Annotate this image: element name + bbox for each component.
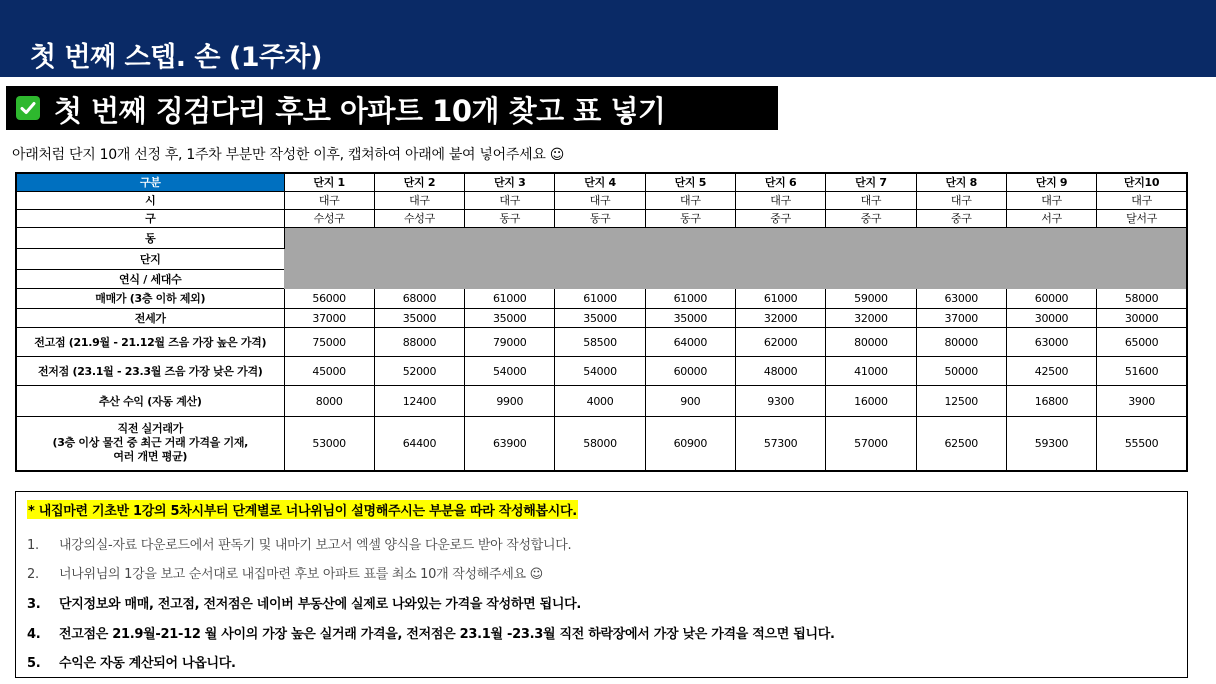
list-number: 5. <box>27 656 41 671</box>
table-cell: 대구 <box>1097 191 1187 209</box>
row-label: 전세가 <box>16 308 284 328</box>
table-cell: 88000 <box>374 328 464 356</box>
table-cell: 42500 <box>1006 356 1096 385</box>
table-cell: 64400 <box>374 416 464 471</box>
row-label-line: (3층 이상 물건 중 최근 거래 가격을 기재, <box>52 436 249 450</box>
table-cell: 달서구 <box>1097 209 1187 227</box>
table-cell: 61000 <box>555 288 645 308</box>
intro-text: 아래처럼 단지 10개 선정 후, 1주차 부분만 작성한 이후, 캡쳐하여 아래에 붙여 넣어주세요 ☺ <box>12 147 564 163</box>
row-label-line: 직전 실거래가 <box>117 422 183 436</box>
column-header: 단지 8 <box>916 173 1006 191</box>
table-cell: 61000 <box>645 288 735 308</box>
table-cell: 63000 <box>1006 328 1096 356</box>
table-row <box>16 308 1187 328</box>
table-cell: 수성구 <box>374 209 464 227</box>
table-cell: 48000 <box>735 356 825 385</box>
table-row <box>16 416 1187 471</box>
table-header-row <box>16 173 1187 191</box>
table-cell: 58000 <box>555 416 645 471</box>
table-cell: 중구 <box>916 209 1006 227</box>
table-cell: 55500 <box>1097 416 1187 471</box>
list-number: 2. <box>27 567 39 582</box>
row-label: 구 <box>16 209 284 227</box>
table-cell: 58500 <box>555 328 645 356</box>
table-cell: 75000 <box>284 328 374 356</box>
list-number: 4. <box>27 627 41 642</box>
table-cell: 16800 <box>1006 386 1096 416</box>
table-cell: 대구 <box>735 191 825 209</box>
table-cell: 57000 <box>826 416 916 471</box>
table-cell: 동구 <box>645 209 735 227</box>
table-cell: 대구 <box>555 191 645 209</box>
list-text: 전고점은 21.9월-21-12 월 사이의 가장 높은 실거래 가격을, 전저점은 23.1월 -23.3월 직전 하락장에서 가장 낮은 가격을 적으면 됩니다. <box>59 627 835 642</box>
list-item <box>27 652 236 671</box>
table-cell: 61000 <box>735 288 825 308</box>
table-row <box>16 356 1187 385</box>
table-cell: 54000 <box>465 356 555 385</box>
column-header: 단지 7 <box>826 173 916 191</box>
row-label: 연식 / 세대수 <box>16 269 284 288</box>
row-label: 매매가 (3층 이하 제외) <box>16 288 284 308</box>
table-cell: 수성구 <box>284 209 374 227</box>
table-cell: 30000 <box>1006 308 1096 328</box>
column-header: 단지10 <box>1097 173 1187 191</box>
table-row <box>16 191 1187 209</box>
table-cell: 16000 <box>826 386 916 416</box>
column-header: 단지 4 <box>555 173 645 191</box>
row-label: 전고점 (21.9월 - 21.12월 즈음 가장 높은 가격) <box>16 328 284 356</box>
table-cell: 62000 <box>735 328 825 356</box>
list-item <box>27 534 571 553</box>
column-header: 단지 5 <box>645 173 735 191</box>
table-cell: 35000 <box>555 308 645 328</box>
page-title: 첫 번째 스텝. 손 (1주차) <box>30 42 322 73</box>
corner-cell: 구분 <box>16 173 284 191</box>
column-header: 단지 9 <box>1006 173 1096 191</box>
table-cell: 900 <box>645 386 735 416</box>
table-cell: 51600 <box>1097 356 1187 385</box>
row-label: 전저점 (23.1월 - 23.3월 즈음 가장 낮은 가격) <box>16 356 284 385</box>
table-cell: 60900 <box>645 416 735 471</box>
table-cell: 대구 <box>465 191 555 209</box>
table-cell: 60000 <box>645 356 735 385</box>
table-cell: 60000 <box>1006 288 1096 308</box>
table-cell: 3900 <box>1097 386 1187 416</box>
column-header: 단지 1 <box>284 173 374 191</box>
row-label: 시 <box>16 191 284 209</box>
table-cell: 80000 <box>826 328 916 356</box>
column-header: 단지 3 <box>465 173 555 191</box>
table-cell: 대구 <box>826 191 916 209</box>
table-cell: 대구 <box>916 191 1006 209</box>
top-banner <box>0 0 1216 77</box>
table-cell: 중구 <box>826 209 916 227</box>
table-cell: 4000 <box>555 386 645 416</box>
table-cell: 대구 <box>284 191 374 209</box>
table-cell: 12400 <box>374 386 464 416</box>
list-text: 너나위님의 1강을 보고 순서대로 내집마련 후보 아파트 표를 최소 10개 작성해주세요 ☺ <box>59 567 543 582</box>
list-number: 3. <box>27 597 41 612</box>
table-cell: 32000 <box>735 308 825 328</box>
table-cell: 35000 <box>465 308 555 328</box>
table-cell: 대구 <box>645 191 735 209</box>
list-number: 1. <box>27 538 39 553</box>
table-row <box>16 209 1187 227</box>
table-row <box>16 288 1187 308</box>
table-cell: 동구 <box>465 209 555 227</box>
table-cell: 59000 <box>826 288 916 308</box>
table-row <box>16 328 1187 356</box>
section-title: 첫 번째 징검다리 후보 아파트 10개 찾고 표 넣기 <box>54 94 666 128</box>
list-item <box>27 623 835 642</box>
table-cell: 45000 <box>284 356 374 385</box>
section-heading <box>6 86 778 130</box>
table-cell: 79000 <box>465 328 555 356</box>
table-cell: 59300 <box>1006 416 1096 471</box>
apartment-table <box>15 172 1188 472</box>
table-cell: 대구 <box>374 191 464 209</box>
table-cell: 9300 <box>735 386 825 416</box>
row-label-line: 여러 개면 평균) <box>113 450 188 464</box>
table-cell: 65000 <box>1097 328 1187 356</box>
table-cell: 37000 <box>916 308 1006 328</box>
row-label: 동 <box>16 227 284 248</box>
table-cell: 30000 <box>1097 308 1187 328</box>
instructions-box <box>15 491 1188 678</box>
redacted-block <box>284 227 1187 288</box>
list-item <box>27 593 581 612</box>
table-cell: 중구 <box>735 209 825 227</box>
list-item <box>27 563 543 582</box>
table-cell: 서구 <box>1006 209 1096 227</box>
table-cell: 62500 <box>916 416 1006 471</box>
table-cell: 53000 <box>284 416 374 471</box>
table-cell: 63000 <box>916 288 1006 308</box>
table-cell: 63900 <box>465 416 555 471</box>
table-cell: 50000 <box>916 356 1006 385</box>
table-cell: 8000 <box>284 386 374 416</box>
table-cell: 37000 <box>284 308 374 328</box>
table-row <box>16 227 1187 248</box>
list-text: 내강의실-자료 다운로드에서 판독기 및 내마기 보고서 엑셀 양식을 다운로드 받아 작성합니다. <box>59 538 572 553</box>
row-label: 단지 <box>16 248 284 269</box>
table-cell: 41000 <box>826 356 916 385</box>
table-cell: 35000 <box>374 308 464 328</box>
list-text: 단지정보와 매매, 전고점, 전저점은 네이버 부동산에 실제로 나와있는 가격을 작성하면 됩니다. <box>59 597 581 612</box>
table-cell: 80000 <box>916 328 1006 356</box>
table-row <box>16 386 1187 416</box>
table-cell: 35000 <box>645 308 735 328</box>
check-mark-icon <box>16 96 40 120</box>
row-label: 추산 수익 (자동 계산) <box>16 386 284 416</box>
highlight-note: * 내집마련 기초반 1강의 5차시부터 단계별로 너나위님이 설명해주시는 부분을 따라 작성해봅시다. <box>27 500 578 519</box>
column-header: 단지 2 <box>374 173 464 191</box>
table-cell: 52000 <box>374 356 464 385</box>
table-cell: 32000 <box>826 308 916 328</box>
table-cell: 58000 <box>1097 288 1187 308</box>
table-cell: 68000 <box>374 288 464 308</box>
row-label <box>16 416 284 471</box>
table-cell: 64000 <box>645 328 735 356</box>
list-text: 수익은 자동 계산되어 나옵니다. <box>59 656 236 671</box>
table-cell: 61000 <box>465 288 555 308</box>
table-cell: 56000 <box>284 288 374 308</box>
table-cell: 9900 <box>465 386 555 416</box>
table-cell: 동구 <box>555 209 645 227</box>
table-cell: 대구 <box>1006 191 1096 209</box>
table-cell: 54000 <box>555 356 645 385</box>
table-cell: 57300 <box>735 416 825 471</box>
column-header: 단지 6 <box>735 173 825 191</box>
table-cell: 12500 <box>916 386 1006 416</box>
